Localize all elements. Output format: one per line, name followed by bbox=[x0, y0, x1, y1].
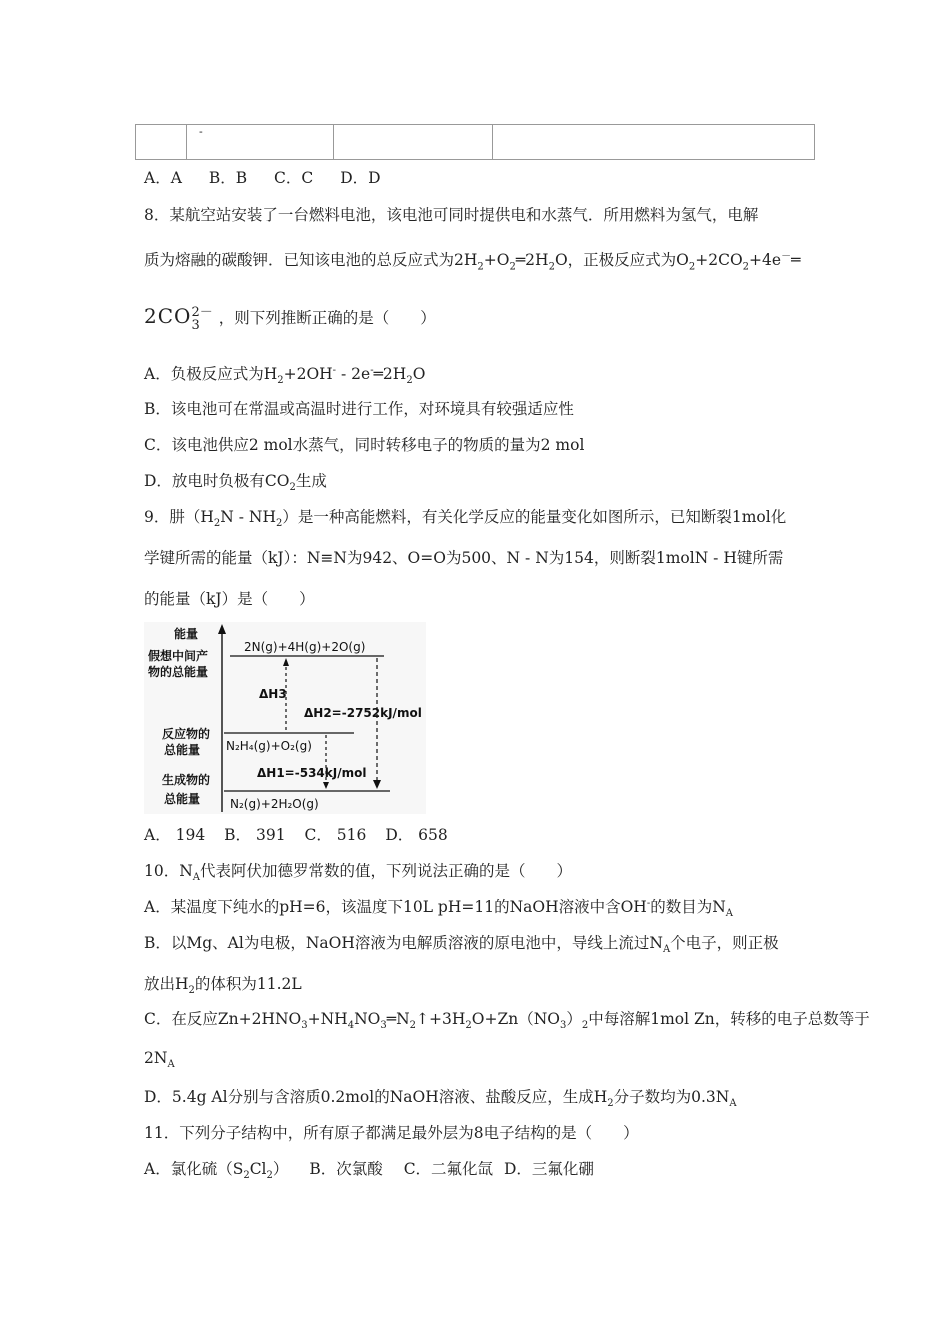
q8-stem-line2: 质为熔融的碳酸钾．已知该电池的总反应式为$2H_2+O_2═2H_2O$，正极反应式为$O_2+2CO_2+4e^-═$ bbox=[144, 251, 801, 273]
q8-option-c[interactable]: C．该电池供应2 mol水蒸气，同时转移电子的物质的量为2 mol bbox=[144, 436, 585, 454]
q10-stem: 10．$N_A$代表阿伏加德罗常数的值，下列说法正确的是（ ） bbox=[144, 862, 573, 884]
option-c[interactable]: C．C bbox=[274, 169, 314, 187]
q8-stem-line3: 2CO 2－ 3 ，则下列推断正确的是（ ） bbox=[144, 304, 436, 333]
q9-stem-line1: 9．肼$(H_2N - NH_2)$是一种高能燃料，有关化学反应的能量变化如图所示，已知断裂1mol化 bbox=[144, 508, 787, 530]
dh2-label: ΔH2=-2752kJ/mol bbox=[304, 706, 422, 720]
q8-option-d[interactable]: D．放电时负极有$CO_2$生成 bbox=[144, 472, 327, 494]
level-top-label: 2N(g)+4H(g)+2O(g) bbox=[244, 640, 366, 654]
table-cell bbox=[136, 125, 187, 160]
q8-stem-line1: 8．某航空站安装了一台燃料电池，该电池可同时提供电和水蒸气．所用燃料为氢气，电解 bbox=[144, 206, 759, 224]
option-d[interactable]: D． 658 bbox=[385, 826, 448, 844]
table-cell bbox=[334, 125, 493, 160]
label-reactant-1: 反应物的 bbox=[162, 727, 211, 741]
q10-option-c[interactable]: C．在反应$Zn+2HNO_3+NH_4NO_3═N_2↑+3H_2O+Zn(NO_3)_2$中每溶解1mol Zn，转移的电子总数等于 bbox=[144, 1010, 870, 1032]
axis-arrow bbox=[218, 624, 226, 634]
q8-option-a[interactable]: A．负极反应式为$H_2+2OH^-$ - $2e^-═2H_2O$ bbox=[144, 364, 426, 387]
q11-stem: 11．下列分子结构中，所有原子都满足最外层为8电子结构的是（ ） bbox=[144, 1124, 639, 1142]
option-b[interactable]: B．次氯酸 bbox=[309, 1160, 383, 1178]
energy-diagram bbox=[144, 622, 426, 814]
label-reactant-2: 总能量 bbox=[164, 743, 201, 757]
q11-options bbox=[144, 1157, 594, 1181]
dh3-label: ΔH3 bbox=[259, 687, 287, 701]
option-a[interactable]: A．A bbox=[144, 169, 182, 187]
y-axis-title: 能量 bbox=[174, 627, 199, 641]
q8-option-b[interactable]: B．该电池可在常温或高温时进行工作，对环境具有较强适应性 bbox=[144, 400, 574, 418]
dh2-arrow-head bbox=[373, 780, 381, 789]
dh1-label: ΔH1=-534kJ/mol bbox=[257, 766, 367, 780]
option-d[interactable]: D．三氟化硼 bbox=[504, 1160, 594, 1178]
q7-options bbox=[144, 166, 403, 188]
label-intermediate-2: 物的总能量 bbox=[148, 665, 209, 679]
q10-option-d[interactable]: D．5.4g Al分别与含溶质0.2mol的NaOH溶液、盐酸反应，生成$H_2$分子数均为$0.3N_A$ bbox=[144, 1088, 737, 1110]
label-intermediate-1: 假想中间产 bbox=[148, 649, 209, 663]
option-c[interactable]: C． 516 bbox=[304, 826, 367, 844]
energy-diagram-svg bbox=[144, 622, 426, 814]
option-c[interactable]: C．二氟化氙 bbox=[403, 1160, 494, 1178]
option-a[interactable]: A． 194 bbox=[144, 826, 206, 844]
q10-option-b-cont: 放出$H_2$的体积为11.2L bbox=[144, 975, 302, 997]
label-product-2: 总能量 bbox=[164, 792, 201, 806]
option-b[interactable]: B． 391 bbox=[224, 826, 286, 844]
label-product-1b: 生成物的 bbox=[162, 773, 211, 787]
answer-table-fragment bbox=[135, 124, 815, 160]
q10-option-b[interactable]: B．以Mg、Al为电极，NaOH溶液为电解质溶液的原电池中，导线上流过$N_A$个电子，则正极 bbox=[144, 934, 779, 956]
q9-stem-line3: 的能量（kJ）是（ ） bbox=[144, 590, 315, 608]
q10-option-c-cont: $2N_A$ bbox=[144, 1049, 175, 1071]
table-cell bbox=[493, 125, 815, 160]
q9-options bbox=[144, 823, 462, 845]
table-cell: - bbox=[187, 125, 334, 160]
option-b[interactable]: B．B bbox=[208, 169, 248, 187]
level-bottom-label: N₂(g)+2H₂O(g) bbox=[230, 797, 319, 811]
level-mid-label: N₂H₄(g)+O₂(g) bbox=[226, 739, 312, 753]
option-d[interactable]: D．D bbox=[340, 169, 381, 187]
dh1-arrow-head bbox=[323, 782, 329, 789]
option-a[interactable]: A．氯化硫$(S_2Cl_2)$ bbox=[144, 1160, 289, 1182]
dh3-arrow-head bbox=[283, 658, 289, 666]
q10-option-a[interactable]: A．某温度下纯水的pH=6，该温度下10L pH=11的NaOH溶液中含OH-的数目为$N_A$ bbox=[144, 897, 734, 920]
q9-stem-line2: 学键所需的能量（kJ）：N≡N为942、O=O为500、N - N为154，则断裂1molN - H键所需 bbox=[144, 549, 784, 567]
